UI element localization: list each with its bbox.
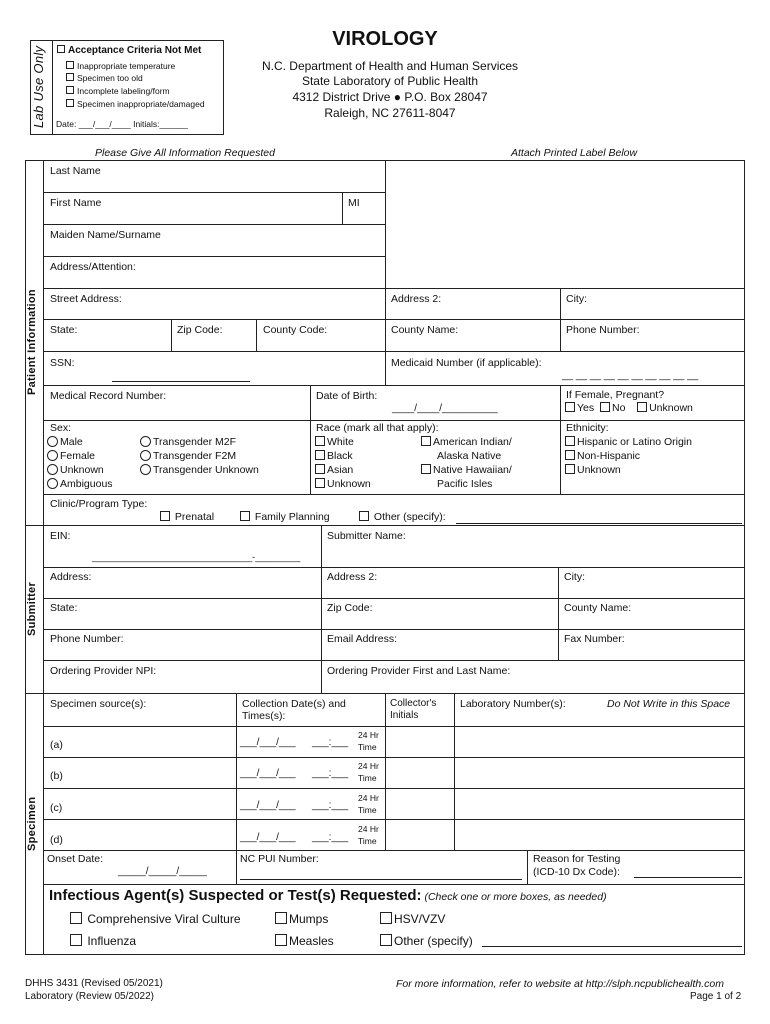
- specimen-row-d[interactable]: (d): [50, 834, 63, 846]
- last-name-field[interactable]: Last Name: [50, 165, 101, 177]
- checkbox[interactable]: [315, 450, 325, 460]
- pregnant-question: If Female, Pregnant?: [566, 389, 665, 401]
- checkbox[interactable]: [565, 436, 575, 446]
- medicaid-field[interactable]: Medicaid Number (if applicable):: [391, 357, 542, 369]
- patient-zip-field[interactable]: Zip Code:: [177, 324, 223, 336]
- county-code-field[interactable]: County Code:: [263, 324, 328, 336]
- ethnicity-unknown[interactable]: Unknown: [565, 464, 621, 476]
- pui-underline: [240, 879, 522, 880]
- sex-female[interactable]: Female: [47, 450, 95, 462]
- acceptance-criteria[interactable]: Acceptance Criteria Not Met: [57, 45, 201, 56]
- agent-viral-culture[interactable]: Comprehensive Viral Culture: [70, 912, 241, 926]
- form-title: VIROLOGY: [332, 28, 438, 50]
- pui-number-field[interactable]: NC PUI Number:: [240, 853, 319, 865]
- radio[interactable]: [47, 464, 58, 475]
- address-attention-field[interactable]: Address/Attention:: [50, 261, 136, 273]
- patient-city-field[interactable]: City:: [566, 293, 587, 305]
- collection-date-d[interactable]: ___/___/___: [240, 832, 296, 843]
- checkbox[interactable]: [240, 511, 250, 521]
- note-give-info: Please Give All Information Requested: [95, 147, 275, 159]
- provider-name-field[interactable]: Ordering Provider First and Last Name:: [327, 665, 511, 677]
- ethnicity-hispanic[interactable]: Hispanic or Latino Origin: [565, 436, 692, 448]
- section-submitter: Submitter: [26, 581, 38, 637]
- radio[interactable]: [47, 436, 58, 447]
- checkbox[interactable]: [380, 934, 392, 946]
- collection-header: Collection Date(s) and Times(s):: [242, 698, 346, 722]
- checkbox[interactable]: [565, 402, 575, 412]
- clinic-prenatal[interactable]: Prenatal: [160, 511, 214, 523]
- checkbox[interactable]: [421, 436, 431, 446]
- agent-influenza[interactable]: Influenza: [70, 934, 136, 948]
- clinic-program-label: Clinic/Program Type:: [50, 498, 148, 510]
- maiden-name-field[interactable]: Maiden Name/Surname: [50, 229, 161, 241]
- time-c: Time: [358, 805, 377, 815]
- medicaid-blanks: __ __ __ __ __ __ __ __ __ __: [562, 370, 699, 381]
- race-white[interactable]: White: [315, 436, 354, 448]
- specimen-row-c[interactable]: (c): [50, 802, 63, 814]
- checkbox[interactable]: [315, 436, 325, 446]
- submitter-phone-field[interactable]: Phone Number:: [50, 633, 124, 645]
- lab-number-header: Laboratory Number(s):: [460, 698, 566, 710]
- race-native-hawaiian[interactable]: Native Hawaiian/: [421, 464, 512, 476]
- race-unknown[interactable]: Unknown: [315, 478, 371, 490]
- agents-title: Infectious Agent(s) Suspected or Test(s) Requested: (Check one or more boxes, as needed): [49, 887, 607, 904]
- submitter-zip-field[interactable]: Zip Code:: [327, 602, 373, 614]
- lab-item-0[interactable]: Inappropriate temperature: [66, 61, 175, 71]
- radio[interactable]: [140, 464, 151, 475]
- race-pacific-isles: Pacific Isles: [437, 478, 493, 490]
- agency-line-4: Raleigh, NC 27611-8047: [324, 106, 456, 120]
- race-black[interactable]: Black: [315, 450, 353, 462]
- agency-line-2: State Laboratory of Public Health: [301, 74, 479, 88]
- icd10-label[interactable]: (ICD-10 Dx Code):: [533, 866, 620, 878]
- race-alaska-native: Alaska Native: [437, 450, 502, 462]
- dob-field[interactable]: Date of Birth:: [316, 390, 378, 402]
- lab-item-1[interactable]: Specimen too old: [66, 73, 143, 83]
- review-date: Laboratory (Review 05/2022): [25, 991, 154, 1002]
- collection-time-b[interactable]: ___:___: [312, 768, 349, 779]
- specimen-row-a[interactable]: (a): [50, 739, 63, 751]
- collectors-initials-header: Collector's Initials: [390, 698, 437, 721]
- checkbox[interactable]: [57, 45, 65, 53]
- hr24-c: 24 Hr: [358, 793, 379, 803]
- checkbox[interactable]: [637, 402, 647, 412]
- checkbox[interactable]: [160, 511, 170, 521]
- lab-date[interactable]: Date: ___/___/____ Initials:______: [56, 119, 188, 129]
- time-a: Time: [358, 742, 377, 752]
- ein-field[interactable]: EIN:: [50, 530, 71, 542]
- section-specimen: Specimen: [26, 796, 38, 852]
- checkbox[interactable]: [315, 464, 325, 474]
- checkbox[interactable]: [70, 934, 82, 946]
- submitter-address-field[interactable]: Address:: [50, 571, 92, 583]
- form-number: DHHS 3431 (Revised 05/2021): [25, 978, 163, 989]
- submitter-fax-field[interactable]: Fax Number:: [564, 633, 625, 645]
- race-asian[interactable]: Asian: [315, 464, 353, 476]
- collection-date-c[interactable]: ___/___/___: [240, 800, 296, 811]
- patient-address2-field[interactable]: Address 2:: [391, 293, 442, 305]
- hr24-a: 24 Hr: [358, 730, 379, 740]
- checkbox[interactable]: [315, 478, 325, 488]
- mrn-field[interactable]: Medical Record Number:: [50, 390, 167, 402]
- collection-time-a[interactable]: ___:___: [312, 737, 349, 748]
- ethnicity-non-hispanic[interactable]: Non-Hispanic: [565, 450, 640, 462]
- sex-trans-m2f[interactable]: Transgender M2F: [140, 436, 236, 448]
- radio[interactable]: [47, 450, 58, 461]
- submitter-email-field[interactable]: Email Address:: [327, 633, 398, 645]
- time-d: Time: [358, 836, 377, 846]
- radio[interactable]: [140, 436, 151, 447]
- sex-unknown[interactable]: Unknown: [47, 464, 104, 476]
- patient-state-field[interactable]: State:: [50, 324, 78, 336]
- agent-hsv-vzv[interactable]: HSV/VZV: [380, 912, 445, 926]
- clinic-family-planning[interactable]: Family Planning: [240, 511, 330, 523]
- checkbox[interactable]: [565, 464, 575, 474]
- clinic-other[interactable]: Other (specify):: [359, 511, 446, 523]
- checkbox[interactable]: [275, 912, 287, 924]
- submitter-name-field[interactable]: Submitter Name:: [327, 530, 406, 542]
- ethnicity-label: Ethnicity:: [566, 422, 609, 434]
- checkbox[interactable]: [275, 934, 287, 946]
- agent-other[interactable]: Other (specify): [380, 934, 473, 948]
- section-patient-info: Patient Information: [26, 289, 38, 396]
- race-label: Race (mark all that apply):: [316, 422, 439, 434]
- agent-measles[interactable]: Measles: [275, 934, 334, 948]
- specimen-source-header: Specimen source(s):: [50, 698, 147, 710]
- collection-time-c[interactable]: ___:___: [312, 800, 349, 811]
- submitter-county-name-field[interactable]: County Name:: [564, 602, 632, 614]
- page-number: Page 1 of 2: [690, 991, 742, 1002]
- submitter-city-field[interactable]: City:: [564, 571, 585, 583]
- submitter-state-field[interactable]: State:: [50, 602, 78, 614]
- checkbox[interactable]: [359, 511, 369, 521]
- agency-line-1: N.C. Department of Health and Human Services: [261, 59, 519, 73]
- sex-label: Sex:: [50, 422, 72, 434]
- street-address-field[interactable]: Street Address:: [50, 293, 122, 305]
- note-attach-label: Attach Printed Label Below: [511, 147, 638, 159]
- checkbox[interactable]: [421, 464, 431, 474]
- clinic-other-line[interactable]: [456, 523, 742, 524]
- race-american-indian[interactable]: American Indian/: [421, 436, 512, 448]
- agency-line-3: 4312 District Drive ● P.O. Box 28047: [292, 90, 488, 104]
- pregnant-options[interactable]: Yes No Unknown: [565, 402, 693, 414]
- hr24-d: 24 Hr: [358, 824, 379, 834]
- time-b: Time: [358, 773, 377, 783]
- first-name-field[interactable]: First Name: [50, 197, 102, 209]
- lab-item-3[interactable]: Specimen inappropriate/damaged: [66, 99, 205, 109]
- collection-date-b[interactable]: ___/___/___: [240, 768, 296, 779]
- sex-trans-unknown[interactable]: Transgender Unknown: [140, 464, 259, 476]
- reason-for-testing: Reason for Testing: [533, 853, 621, 865]
- sex-ambiguous[interactable]: Ambiguous: [47, 478, 113, 490]
- checkbox[interactable]: [600, 402, 610, 412]
- radio[interactable]: [140, 450, 151, 461]
- onset-date-field[interactable]: Onset Date:: [47, 853, 104, 865]
- hr24-b: 24 Hr: [358, 761, 379, 771]
- icd10-underline: [634, 877, 742, 878]
- agent-other-line[interactable]: [482, 946, 742, 947]
- collection-time-d[interactable]: ___:___: [312, 832, 349, 843]
- checkbox[interactable]: [380, 912, 392, 924]
- patient-phone-field[interactable]: Phone Number:: [566, 324, 640, 336]
- radio[interactable]: [47, 478, 58, 489]
- sex-male[interactable]: Male: [47, 436, 83, 448]
- patient-county-name-field[interactable]: County Name:: [391, 324, 459, 336]
- ssn-underline: [112, 381, 250, 382]
- ssn-field[interactable]: SSN:: [50, 357, 75, 369]
- checkbox[interactable]: [565, 450, 575, 460]
- dob-blank: ____/____/__________: [392, 403, 498, 414]
- collection-date-a[interactable]: ___/___/___: [240, 737, 296, 748]
- ein-blank: ________________________________-_________: [92, 552, 301, 562]
- sex-trans-f2m[interactable]: Transgender F2M: [140, 450, 236, 462]
- agent-mumps[interactable]: Mumps: [275, 912, 328, 926]
- provider-npi-field[interactable]: Ordering Provider NPI:: [50, 665, 157, 677]
- specimen-row-b[interactable]: (b): [50, 770, 63, 782]
- mi-field[interactable]: MI: [348, 197, 360, 209]
- onset-date-blank: _____/_____/_____: [118, 866, 207, 877]
- website-note[interactable]: For more information, refer to website at http://slph.ncpublichealth.com: [396, 978, 724, 990]
- submitter-address2-field[interactable]: Address 2:: [327, 571, 378, 583]
- lab-use-label: Lab Use Only: [31, 45, 46, 129]
- lab-item-2[interactable]: Incomplete labeling/form: [66, 86, 170, 96]
- checkbox[interactable]: [70, 912, 82, 924]
- do-not-write-note: Do Not Write in this Space: [607, 698, 731, 710]
